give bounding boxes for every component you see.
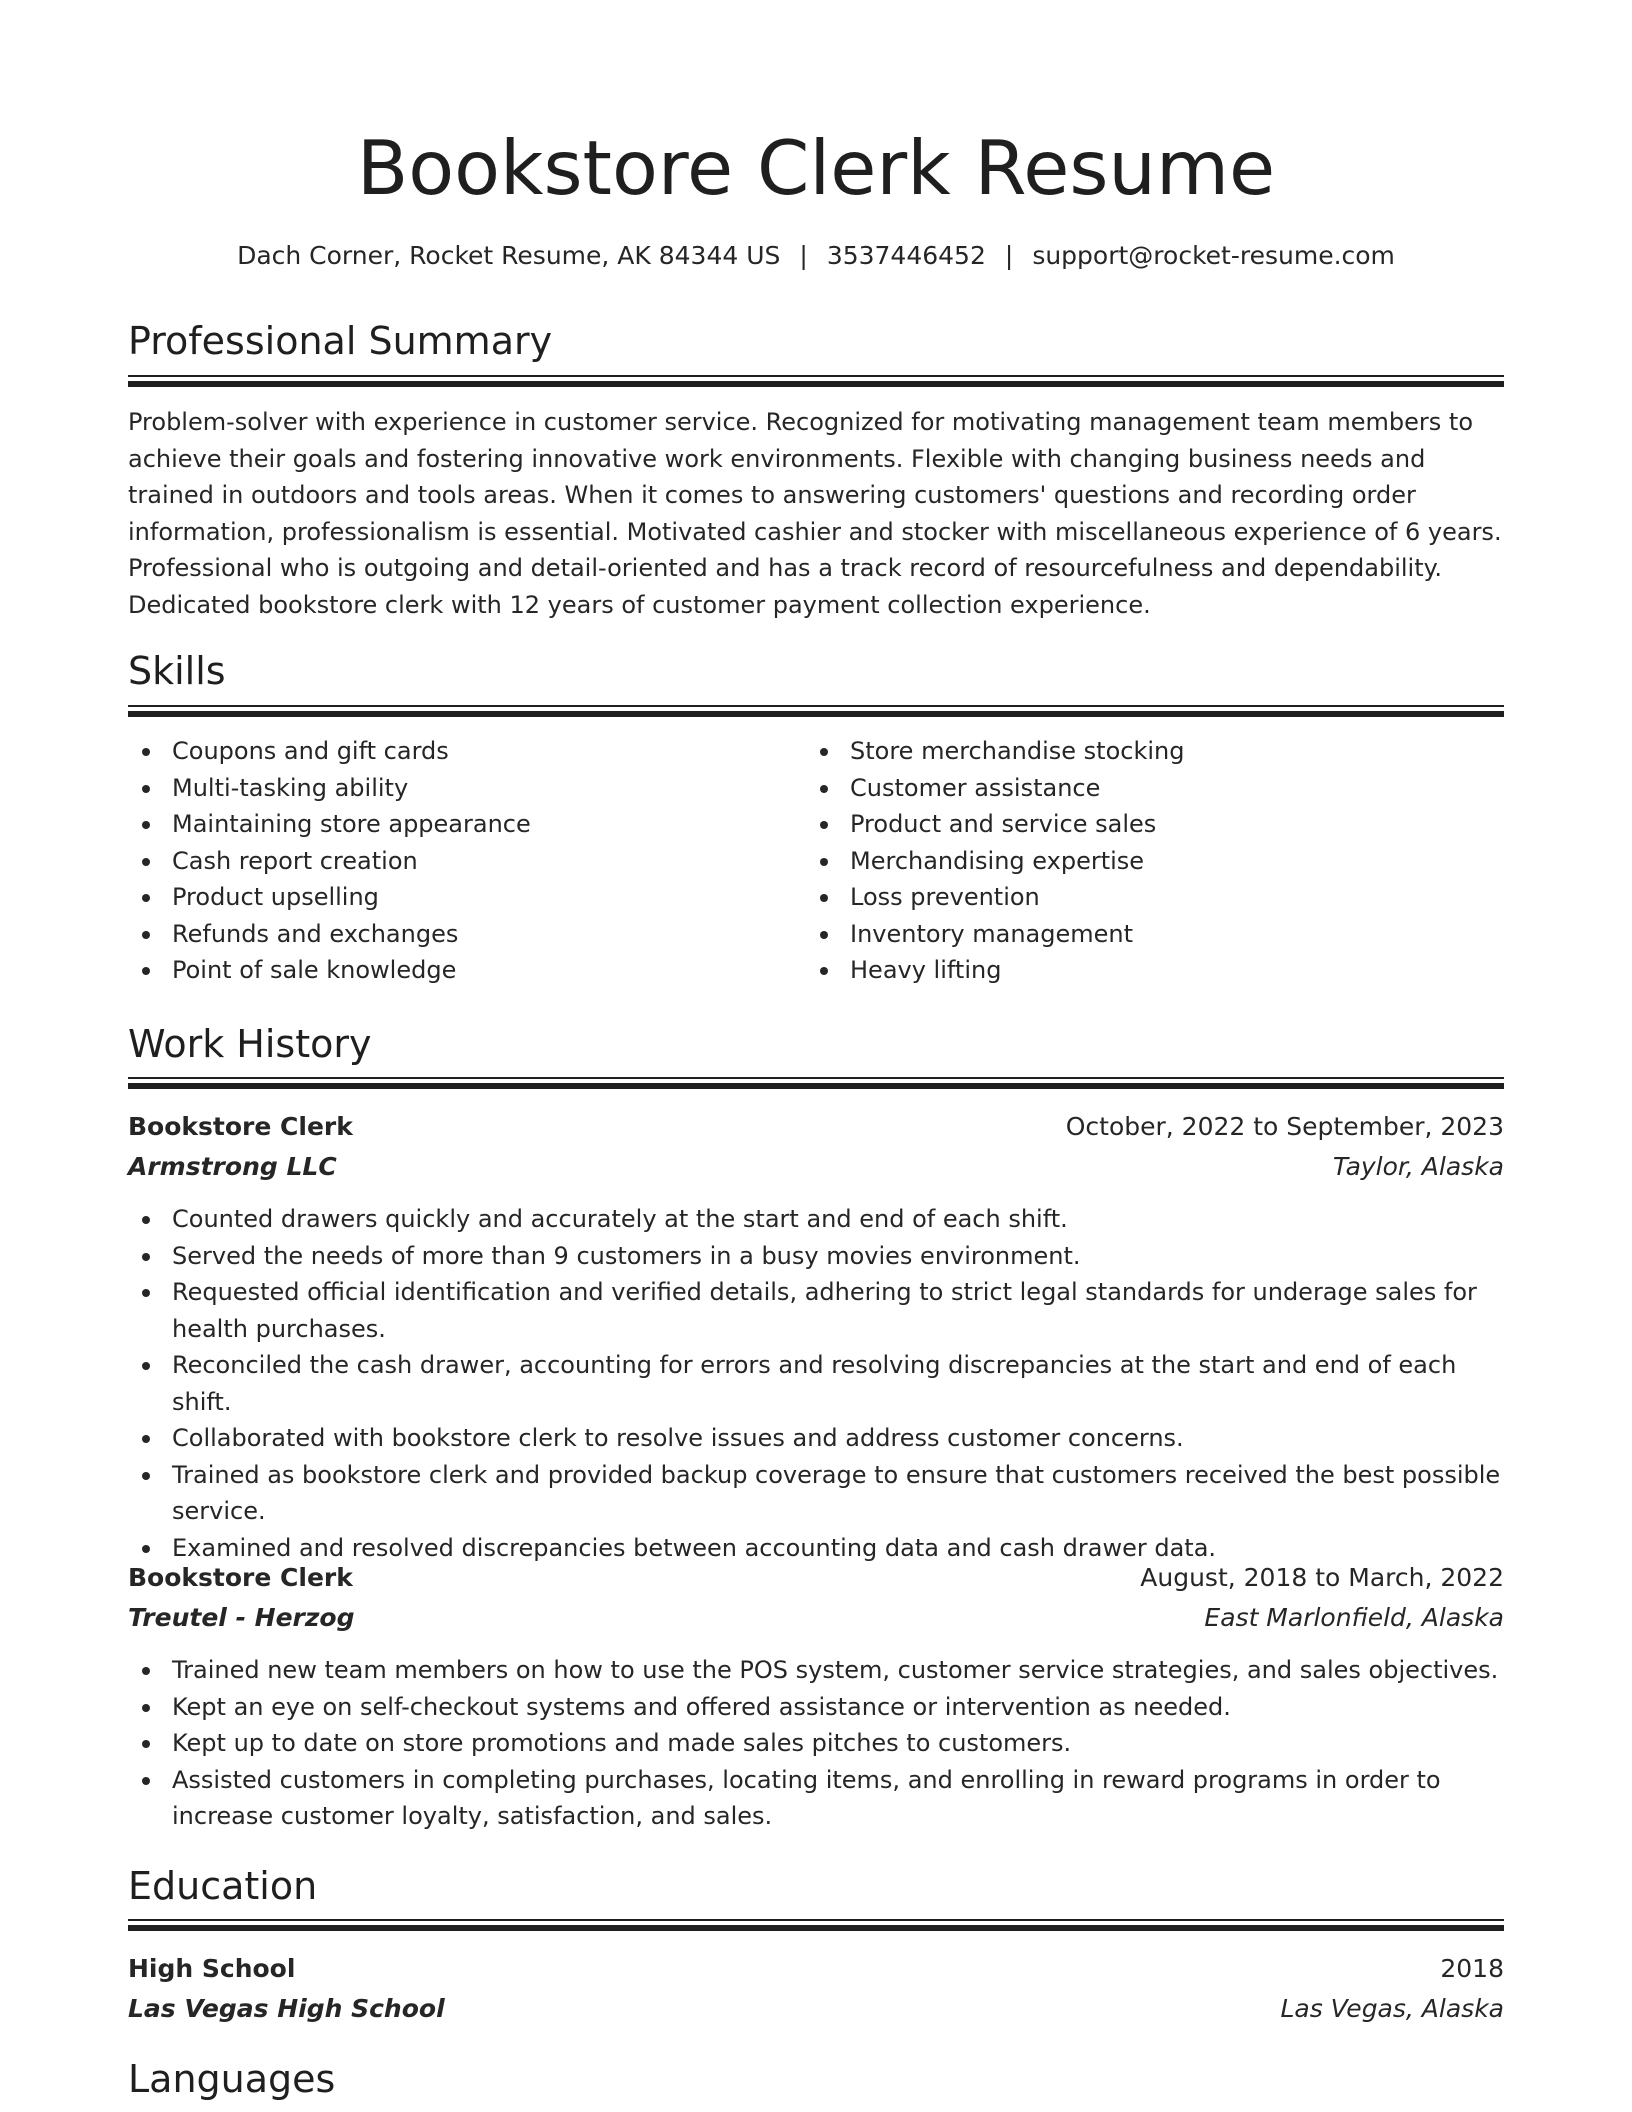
job-bullet: Reconciled the cash drawer, accounting for errors and resolving discrepancies at the start and end of each shift. bbox=[128, 1347, 1504, 1420]
skill-item: Cash report creation bbox=[128, 843, 788, 880]
bullet-dot bbox=[142, 894, 150, 902]
section-divider bbox=[128, 1077, 1504, 1089]
skill-item: Point of sale knowledge bbox=[128, 952, 788, 989]
education-header bbox=[128, 1949, 1504, 1989]
contact-separator: | bbox=[1004, 241, 1014, 270]
bullet-dot bbox=[820, 785, 828, 793]
bullet-dot bbox=[142, 785, 150, 793]
education-school: Las Vegas High School bbox=[128, 1994, 445, 2023]
bullet-dot bbox=[142, 1472, 150, 1480]
section-heading-work: Work History bbox=[128, 1022, 372, 1066]
bullet-dot bbox=[142, 748, 150, 756]
bullet-dot bbox=[820, 748, 828, 756]
bullet-dot bbox=[142, 1289, 150, 1297]
bullet-dot bbox=[820, 821, 828, 829]
bullet-dot bbox=[142, 967, 150, 975]
section-heading-summary: Professional Summary bbox=[128, 319, 553, 363]
job-subheader bbox=[128, 1598, 1504, 1638]
education-degree: High School bbox=[128, 1954, 296, 1983]
section-heading-skills: Skills bbox=[128, 649, 226, 693]
summary-text: Problem-solver with experience in customer service. Recognized for motivating management team members to achieve their goals and fostering innovative work environments. Flexible with changing business needs and trained in outdoors and tools areas. When it comes to answering customers' questions and recording order information, professionalism is essential. Motivated cashier and stocker with miscellaneous experience of 6 years. Professional who is outgoing and detail-oriented and has a track record of resourcefulness and dependability. Dedicated bookstore clerk with 12 years of customer payment collection experience. bbox=[128, 408, 1502, 619]
job-title: Bookstore Clerk bbox=[128, 1563, 353, 1592]
job-bullet: Collaborated with bookstore clerk to resolve issues and address customer concerns. bbox=[128, 1420, 1504, 1457]
section-divider bbox=[128, 1919, 1504, 1931]
job-company: Armstrong LLC bbox=[128, 1152, 337, 1181]
skill-item: Customer assistance bbox=[806, 770, 1486, 807]
contact-email: support@rocket-resume.com bbox=[1032, 241, 1395, 270]
section-divider bbox=[128, 375, 1504, 387]
bullet-dot bbox=[142, 858, 150, 866]
job-dates: October, 2022 to September, 2023 bbox=[1065, 1112, 1504, 1141]
job-header bbox=[128, 1107, 1504, 1147]
bullet-dot bbox=[142, 821, 150, 829]
bullet-dot bbox=[142, 1216, 150, 1224]
job-bullet: Trained as bookstore clerk and provided backup coverage to ensure that customers received the best possible service. bbox=[128, 1457, 1504, 1530]
skill-item: Loss prevention bbox=[806, 879, 1486, 916]
bullet-dot bbox=[142, 1362, 150, 1370]
skill-item: Refunds and exchanges bbox=[128, 916, 788, 953]
bullet-dot bbox=[820, 967, 828, 975]
job-header bbox=[128, 1558, 1504, 1598]
education-subheader bbox=[128, 1989, 1504, 2029]
contact-address: Dach Corner, Rocket Resume, AK 84344 US bbox=[237, 241, 781, 270]
skill-item: Coupons and gift cards bbox=[128, 733, 788, 770]
skill-item: Maintaining store appearance bbox=[128, 806, 788, 843]
job-bullet: Counted drawers quickly and accurately at the start and end of each shift. bbox=[128, 1201, 1504, 1238]
skill-item: Merchandising expertise bbox=[806, 843, 1486, 880]
resume-title: Bookstore Clerk Resume bbox=[356, 124, 1276, 212]
contact-line bbox=[128, 236, 1504, 276]
education-location: Las Vegas, Alaska bbox=[1280, 1994, 1504, 2023]
job-bullets bbox=[128, 1201, 1504, 1566]
bullet-dot bbox=[142, 1704, 150, 1712]
skill-item: Multi-tasking ability bbox=[128, 770, 788, 807]
skill-item: Product upselling bbox=[128, 879, 788, 916]
job-location: East Marlonfield, Alaska bbox=[1204, 1603, 1504, 1632]
bullet-dot bbox=[142, 1740, 150, 1748]
bullet-dot bbox=[142, 931, 150, 939]
job-bullet: Requested official identification and verified details, adhering to strict legal standards for underage sales for health purchases. bbox=[128, 1274, 1504, 1347]
skills-list-right bbox=[806, 733, 1486, 989]
job-company: Treutel - Herzog bbox=[128, 1603, 355, 1632]
job-bullet: Kept an eye on self-checkout systems and offered assistance or intervention as needed. bbox=[128, 1689, 1504, 1726]
section-heading-education: Education bbox=[128, 1864, 318, 1908]
bullet-dot bbox=[142, 1253, 150, 1261]
job-bullet: Examined and resolved discrepancies between accounting data and cash drawer data. bbox=[128, 1530, 1504, 1567]
bullet-dot bbox=[820, 931, 828, 939]
bullet-dot bbox=[142, 1667, 150, 1675]
bullet-dot bbox=[820, 894, 828, 902]
job-bullets bbox=[128, 1652, 1504, 1835]
skill-item: Heavy lifting bbox=[806, 952, 1486, 989]
job-bullet: Served the needs of more than 9 customers in a busy movies environment. bbox=[128, 1238, 1504, 1275]
job-subheader bbox=[128, 1147, 1504, 1187]
skill-item: Product and service sales bbox=[806, 806, 1486, 843]
job-dates: August, 2018 to March, 2022 bbox=[1140, 1563, 1504, 1592]
skill-item: Inventory management bbox=[806, 916, 1486, 953]
bullet-dot bbox=[142, 1777, 150, 1785]
skills-list-left bbox=[128, 733, 788, 989]
bullet-dot bbox=[142, 1545, 150, 1553]
bullet-dot bbox=[142, 1435, 150, 1443]
skill-item: Store merchandise stocking bbox=[806, 733, 1486, 770]
job-title: Bookstore Clerk bbox=[128, 1112, 353, 1141]
contact-separator: | bbox=[799, 241, 808, 270]
job-bullet: Kept up to date on store promotions and made sales pitches to customers. bbox=[128, 1725, 1504, 1762]
job-bullet: Assisted customers in completing purchases, locating items, and enrolling in reward programs in order to increase customer loyalty, satisfaction, and sales. bbox=[128, 1762, 1504, 1835]
job-location: Taylor, Alaska bbox=[1332, 1152, 1504, 1181]
bullet-dot bbox=[820, 858, 828, 866]
section-divider bbox=[128, 705, 1504, 717]
section-heading-languages: Languages bbox=[128, 2057, 336, 2101]
education-year: 2018 bbox=[1440, 1954, 1504, 1983]
job-bullet: Trained new team members on how to use the POS system, customer service strategies, and sales objectives. bbox=[128, 1652, 1504, 1689]
contact-phone: 3537446452 bbox=[826, 241, 986, 270]
